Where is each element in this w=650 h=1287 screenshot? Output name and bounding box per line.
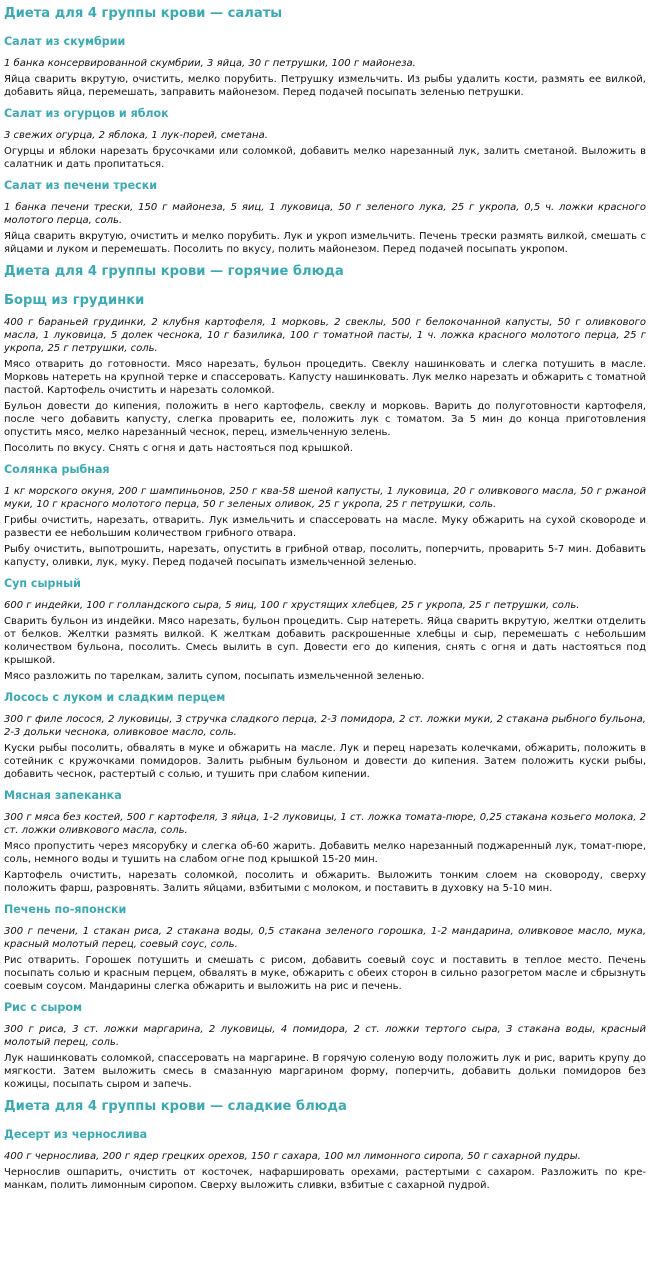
recipe-step: Мясо разложить по тарелкам, залить супом, посыпать измельченной зеленью. bbox=[4, 671, 425, 682]
recipe-step: Чернослив ошпарить, очистить от косточек, нафаршировать орехами, растертыми с сахаром. Разложить по кре-манкам, полить лимонным сиропом. Сверху выложить сливки, взбитые с сахарной пудрой. bbox=[4, 1167, 646, 1191]
recipe-ingredients: 600 г индейки, 100 г голландского сыра, 5 яиц, 100 г хрустящих хлебцев, 25 г укропа, 25 г петрушки, соль. bbox=[4, 600, 580, 611]
recipe bbox=[4, 293, 646, 455]
recipe-step: Мясо отварить до готовности. Мясо нарезать, бульон процедить. Свеклу нашинковать и слегка потушить в масле. Морковь натереть на крупной терке и спассеровать. Капусту нашинковать. Лук мелко нарезать и обжарить с томатной пастой. Картофель очистить и нарезать соломкой. bbox=[4, 359, 646, 396]
recipe-ingredients: 1 кг морского окуня, 200 г шампиньонов, 250 г ква-58 шеной капусты, 1 луковица, 20 г оливкового масла, 50 г ржаной муки, 10 г красного молотого перца, 50 г зеленых оливок, 25 г укропа, 25 г петрушки, соль. bbox=[4, 486, 646, 510]
recipe bbox=[4, 1128, 646, 1192]
recipe-step: Грибы очистить, нарезать, отварить. Лук измельчить и спассеровать на масле. Муку обжарить на сухой сковороде и развести ее небольшим количеством грибного отвара. bbox=[4, 515, 646, 539]
recipe-ingredients: 1 банка консервированной скумбрии, 3 яйца, 30 г петрушки, 100 г майонеза. bbox=[4, 58, 416, 69]
recipe-ingredients: 3 свежих огурца, 2 яблока, 1 лук-порей, сметана. bbox=[4, 130, 268, 141]
recipe-step: Мясо пропустить через мясорубку и слегка об-60 жарить. Добавить мелко нарезанный поджаренный лук, томат-пюре, соль, немного воды и тушить на слабом огне под крышкой 15-20 мин. bbox=[4, 841, 646, 865]
section-title: Диета для 4 группы крови — салаты bbox=[4, 6, 283, 21]
recipe-step: Яйца сварить вкрутую, очистить и мелко порубить. Лук и укроп измельчить. Печень трески размять вилкой, смешать с яйцами и луком и перемешать. Посолить по вкусу, полить майонезом. Перед подачей посыпать укропом. bbox=[4, 231, 646, 255]
recipe-title: Салат из огурцов и яблок bbox=[4, 107, 169, 120]
recipe-step: Бульон довести до кипения, положить в него картофель, свеклу и морковь. Варить до полуготовности картофеля, после чего добавить капусту, слегка проварить ее, положить лук с томатом. За 5 мин до конца приготовления опустить мясо, мелко нарезанный чеснок, перец, измельченную зелень. bbox=[4, 401, 646, 438]
recipe-step: Рис отварить. Горошек потушить и смешать с рисом, добавить соевый соус и поставить в теплое место. Печень посыпать солью и красным перцем, обвалять в муке, обжарить с обеих сторон в сильно разогретом масле и сбрызнуть соевым соусом. Мандарины слегка обжарить и выложить на рис и печень. bbox=[4, 955, 646, 992]
recipe-ingredients: 300 г филе лосося, 2 луковицы, 3 стручка сладкого перца, 2-3 помидора, 2 ст. ложки муки, 2 стакана рыбного бульона, 2-3 дольки чеснока, оливковое масло, соль. bbox=[4, 714, 646, 738]
recipe-title: Суп сырный bbox=[4, 577, 81, 590]
section bbox=[4, 1099, 646, 1192]
recipe-title: Солянка рыбная bbox=[4, 463, 110, 476]
section bbox=[4, 264, 646, 1091]
recipe bbox=[4, 463, 646, 569]
section bbox=[4, 6, 646, 256]
recipe-ingredients: 300 г печени, 1 стакан риса, 2 стакана воды, 0,5 стакана зеленого горошка, 1-2 мандарина, оливковое масло, мука, красный молотый перец, соевый соус, соль. bbox=[4, 926, 646, 950]
recipe-title: Рис с сыром bbox=[4, 1001, 83, 1014]
recipe-step: Яйца сварить вкрутую, очистить, мелко порубить. Петрушку измельчить. Из рыбы удалить кости, размять ее вилкой, добавить яйца, перемешать, заправить майонезом. Перед подачей посыпать зеленью петрушки. bbox=[4, 74, 646, 98]
recipe bbox=[4, 179, 646, 256]
recipe-step: Огурцы и яблоки нарезать брусочками или соломкой, добавить мелко нарезанный лук, залить сметаной. Выложить в салатник и дать пропитаться. bbox=[4, 146, 646, 170]
recipe-title: Десерт из чернослива bbox=[4, 1128, 148, 1141]
recipe-title: Печень по-японски bbox=[4, 903, 127, 916]
recipe-title: Борщ из грудинки bbox=[4, 293, 145, 308]
recipe-title: Салат из скумбрии bbox=[4, 35, 126, 48]
recipe bbox=[4, 577, 646, 683]
recipe-step: Лук нашинковать соломкой, спассеровать на маргарине. В горячую соленую воду положить лук и рис, варить крупу до мягкости. Затем выложить смесь в смазанную маргарином форму, поперчить, добавить дольки помидоров без кожицы, посыпать сыром и запечь. bbox=[4, 1053, 646, 1090]
recipe-step: Посолить по вкусу. Снять с огня и дать настояться под крышкой. bbox=[4, 443, 353, 454]
section-title: Диета для 4 группы крови — сладкие блюда bbox=[4, 1099, 347, 1114]
recipe-step: Куски рыбы посолить, обвалять в муке и обжарить на масле. Лук и перец нарезать колечками, обжарить, положить в сотейник с кружочками помидоров. Залить рыбным бульоном и довести до кипения. Затем положить куски рыбы, добавить чеснок, растертый с солью, и тушить при слабом кипении. bbox=[4, 743, 646, 780]
recipe-step: Картофель очистить, нарезать соломкой, посолить и обжарить. Выложить тонким слоем на сковороду, сверху положить фарш, разровнять. Залить яйцами, взбитыми с молоком, и поставить в духовку на 5-10 мин. bbox=[4, 870, 646, 894]
recipe bbox=[4, 789, 646, 895]
recipe bbox=[4, 903, 646, 993]
recipe-title: Салат из печени трески bbox=[4, 179, 158, 192]
recipe-step: Сварить бульон из индейки. Мясо нарезать, бульон процедить. Сыр натереть. Яйца сварить вкрутую, желтки отделить от белков. Желтки размять вилкой. К желткам добавить раскрошенные хлебцы и сыр, перемешать с небольшим количеством бульона, посолить. Смесь вылить в суп. Довести его до кипения, снять с огня и дать настояться под крышкой. bbox=[4, 616, 646, 666]
recipe-title: Лосось с луком и сладким перцем bbox=[4, 691, 226, 704]
recipe-ingredients: 400 г бараньей грудинки, 2 клубня картофеля, 1 морковь, 2 свеклы, 500 г белокочанной капусты, 50 г оливкового масла, 1 луковица, 5 долек чеснока, 10 г базилика, 100 г томатной пасты, 1 ч. ложка красного молотого перца, 25 г укропа, 25 г петрушки, соль. bbox=[4, 317, 646, 354]
recipe-ingredients: 300 г риса, 3 ст. ложки маргарина, 2 луковицы, 4 помидора, 2 ст. ложки тертого сыра, 3 стакана воды, красный молотый перец, соль. bbox=[4, 1024, 646, 1048]
recipe bbox=[4, 1001, 646, 1091]
recipe-ingredients: 1 банка печени трески, 150 г майонеза, 5 яиц, 1 луковица, 50 г зеленого лука, 25 г укропа, 0,5 ч. ложки красного молотого перца, соль. bbox=[4, 202, 646, 226]
section-title: Диета для 4 группы крови — горячие блюда bbox=[4, 264, 344, 279]
recipe bbox=[4, 35, 646, 99]
recipe-ingredients: 400 г чернослива, 200 г ядер грецких орехов, 150 г сахара, 100 мл лимонного сиропа, 50 г сахарной пудры. bbox=[4, 1151, 581, 1162]
recipe-title: Мясная запеканка bbox=[4, 789, 122, 802]
recipe bbox=[4, 691, 646, 781]
recipe-step: Рыбу очистить, выпотрошить, нарезать, опустить в грибной отвар, посолить, поперчить, проварить 5-7 мин. Добавить капусту, оливки, лук, муку. Перед подачей посыпать измельченной зеленью. bbox=[4, 544, 646, 568]
recipe-ingredients: 300 г мяса без костей, 500 г картофеля, 3 яйца, 1-2 луковицы, 1 ст. ложка томата-пюре, 0,25 стакана козьего молока, 2 ст. ложки оливкового масла, соль. bbox=[4, 812, 646, 836]
recipe bbox=[4, 107, 646, 171]
